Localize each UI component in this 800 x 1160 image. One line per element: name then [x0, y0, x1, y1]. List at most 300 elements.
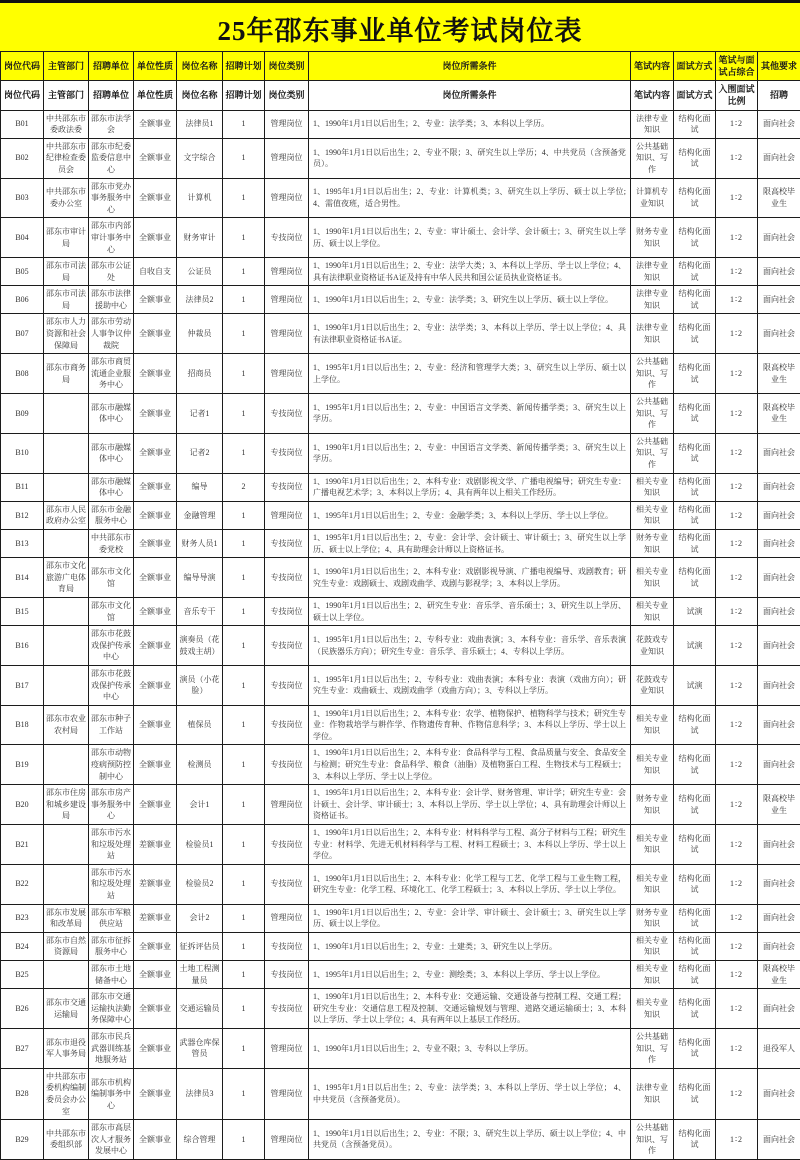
- cell-recruiting-unit: 邵东市花鼓戏保护传承中心: [89, 626, 134, 666]
- cell-position-code: B29: [1, 1120, 44, 1160]
- cell-written-test: 相关专业知识: [631, 989, 674, 1029]
- cell-other-requirements: 面向社会: [758, 138, 800, 178]
- cell-supervising-dept: 邵东市文化旅游广电体育局: [44, 558, 89, 598]
- cell-requirements: 1、1990年1月1日以后出生；2、本科专业：农学、植物保护、植物科学与技术；研究生专业：作物栽培学与耕作学、作物遗传育种、作物信息科学；3、本科以上学历、学士以上学位。: [309, 705, 631, 745]
- cell-unit-nature: 全额事业: [134, 665, 177, 705]
- cell-other-requirements: 面向社会: [758, 529, 800, 557]
- cell-recruit-plan: 1: [223, 178, 265, 218]
- cell-other-requirements: 限高校毕业生: [758, 394, 800, 434]
- cell-supervising-dept: [44, 960, 89, 988]
- cell-position-code: B02: [1, 138, 44, 178]
- cell-other-requirements: 面向社会: [758, 1120, 800, 1160]
- cell-requirements: 1、1990年1月1日以后出生；2、本科专业：戏剧影视文学、广播电视编导；研究生专业：广播电视艺术学；3、本科以上学历；4、具有两年以上相关工作经历。: [309, 473, 631, 501]
- cell-position-code: B16: [1, 626, 44, 666]
- cell-interview-method: 结构化面试: [674, 932, 716, 960]
- cell-position-code: B18: [1, 705, 44, 745]
- cell-written-test: 相关专业知识: [631, 597, 674, 625]
- table-row: [1, 904, 800, 932]
- cell-ratio: 1∶2: [716, 932, 758, 960]
- cell-recruit-plan: 1: [223, 745, 265, 785]
- cell-position-category: 专技岗位: [265, 558, 309, 598]
- cell-other-requirements: 面向社会: [758, 597, 800, 625]
- cell-recruit-plan: 1: [223, 218, 265, 258]
- cell-unit-nature: 全额事业: [134, 218, 177, 258]
- cell-written-test: 财务专业知识: [631, 904, 674, 932]
- cell-recruiting-unit: 邵东市污水和垃圾处理站: [89, 864, 134, 904]
- cell-recruiting-unit: 邵东市法律援助中心: [89, 286, 134, 314]
- cell-other-requirements: 面向社会: [758, 110, 800, 138]
- cell-recruit-plan: 1: [223, 110, 265, 138]
- cell-interview-method: 结构化面试: [674, 1120, 716, 1160]
- cell-unit-nature: 全额事业: [134, 626, 177, 666]
- cell-written-test: 相关专业知识: [631, 932, 674, 960]
- cell-unit-nature: 全额事业: [134, 597, 177, 625]
- cell-position-category: 专技岗位: [265, 597, 309, 625]
- cell-position-code: B25: [1, 960, 44, 988]
- cell-interview-method: 结构化面试: [674, 394, 716, 434]
- cell-ratio: 1∶2: [716, 354, 758, 394]
- cell-position-code: B22: [1, 864, 44, 904]
- cell-position-name: 金融管理: [177, 501, 223, 529]
- cell-recruit-plan: 1: [223, 314, 265, 354]
- cell-other-requirements: 退役军人: [758, 1028, 800, 1068]
- cell-recruiting-unit: 邵东市金融服务中心: [89, 501, 134, 529]
- table-row: [1, 394, 800, 434]
- cell-written-test: 公共基础知识、写作: [631, 138, 674, 178]
- table-row: [1, 529, 800, 557]
- cell-position-code: B11: [1, 473, 44, 501]
- cell-interview-method: 结构化面试: [674, 354, 716, 394]
- cell-position-category: 管理岗位: [265, 258, 309, 286]
- cell-recruit-plan: 1: [223, 354, 265, 394]
- cell-position-name: 综合管理: [177, 1120, 223, 1160]
- subheader-recruiting-unit: 招聘单位: [89, 81, 134, 110]
- cell-unit-nature: 全额事业: [134, 989, 177, 1029]
- cell-ratio: 1∶2: [716, 904, 758, 932]
- cell-interview-method: 试演: [674, 665, 716, 705]
- cell-recruiting-unit: 邵东市纪委监委信息中心: [89, 138, 134, 178]
- cell-interview-method: 结构化面试: [674, 286, 716, 314]
- cell-interview-method: 结构化面试: [674, 501, 716, 529]
- cell-recruit-plan: 1: [223, 626, 265, 666]
- table-row: [1, 354, 800, 394]
- cell-ratio: 1∶2: [716, 597, 758, 625]
- cell-position-category: 管理岗位: [265, 785, 309, 825]
- cell-other-requirements: 面向社会: [758, 745, 800, 785]
- cell-written-test: 公共基础知识、写作: [631, 433, 674, 473]
- cell-position-category: 管理岗位: [265, 314, 309, 354]
- cell-requirements: 1、1990年1月1日以后出生；2、专业：土建类；3、研究生以上学历。: [309, 932, 631, 960]
- header-unit-nature: 单位性质: [134, 52, 177, 81]
- cell-recruit-plan: 2: [223, 473, 265, 501]
- header-position-name: 岗位名称: [177, 52, 223, 81]
- cell-written-test: 财务专业知识: [631, 218, 674, 258]
- cell-recruit-plan: 1: [223, 825, 265, 865]
- cell-other-requirements: 面向社会: [758, 218, 800, 258]
- cell-position-code: B08: [1, 354, 44, 394]
- cell-position-category: 专技岗位: [265, 626, 309, 666]
- table-row: [1, 1028, 800, 1068]
- cell-requirements: 1、1990年1月1日以后出生；2、专业：法学类；3、本科以上学历、学士以上学位；4、具有法律职业资格证书A证。: [309, 314, 631, 354]
- cell-interview-method: 结构化面试: [674, 1068, 716, 1119]
- cell-ratio: 1∶2: [716, 785, 758, 825]
- cell-recruiting-unit: 邵东市文化馆: [89, 597, 134, 625]
- cell-supervising-dept: 中共邵东市委组织部: [44, 1120, 89, 1160]
- table-row: [1, 314, 800, 354]
- table-row: [1, 178, 800, 218]
- cell-ratio: 1∶2: [716, 745, 758, 785]
- cell-ratio: 1∶2: [716, 1120, 758, 1160]
- cell-written-test: 公共基础知识、写作: [631, 394, 674, 434]
- cell-unit-nature: 全额事业: [134, 745, 177, 785]
- position-table: [0, 51, 800, 1160]
- cell-position-category: 管理岗位: [265, 178, 309, 218]
- cell-recruiting-unit: 邵东市商贸流通企业服务中心: [89, 354, 134, 394]
- cell-supervising-dept: 邵东市司法局: [44, 286, 89, 314]
- cell-unit-nature: 全额事业: [134, 705, 177, 745]
- cell-ratio: 1∶2: [716, 825, 758, 865]
- cell-supervising-dept: 邵东市发展和改革局: [44, 904, 89, 932]
- cell-supervising-dept: [44, 864, 89, 904]
- cell-position-category: 专技岗位: [265, 665, 309, 705]
- cell-interview-method: 结构化面试: [674, 258, 716, 286]
- cell-position-category: 专技岗位: [265, 745, 309, 785]
- cell-unit-nature: 全额事业: [134, 473, 177, 501]
- cell-position-category: 专技岗位: [265, 433, 309, 473]
- cell-requirements: 1、1990年1月1日以后出生；2、研究生专业：音乐学、音乐硕士；3、研究生以上学历、硕士以上学位。: [309, 597, 631, 625]
- cell-supervising-dept: 邵东市人民政府办公室: [44, 501, 89, 529]
- cell-recruit-plan: 1: [223, 558, 265, 598]
- cell-other-requirements: 面向社会: [758, 433, 800, 473]
- cell-position-name: 土地工程测量员: [177, 960, 223, 988]
- table-row: [1, 110, 800, 138]
- cell-other-requirements: 面向社会: [758, 864, 800, 904]
- cell-supervising-dept: 中共邵东市委政法委: [44, 110, 89, 138]
- cell-position-code: B24: [1, 932, 44, 960]
- cell-recruit-plan: 1: [223, 665, 265, 705]
- table-row: [1, 501, 800, 529]
- cell-unit-nature: 全额事业: [134, 138, 177, 178]
- cell-requirements: 1、1990年1月1日以后出生；2、专业：审计硕士、会计学、会计硕士；3、研究生以上学历、硕士以上学位。: [309, 218, 631, 258]
- cell-position-code: B04: [1, 218, 44, 258]
- cell-other-requirements: 限高校毕业生: [758, 178, 800, 218]
- cell-interview-method: 试演: [674, 626, 716, 666]
- cell-recruit-plan: 1: [223, 138, 265, 178]
- table-row: [1, 705, 800, 745]
- subheader-position-category: 岗位类别: [265, 81, 309, 110]
- cell-requirements: 1、1990年1月1日以后出生；2、专业：法学类；3、本科以上学历。: [309, 110, 631, 138]
- cell-ratio: 1∶2: [716, 473, 758, 501]
- cell-requirements: 1、1995年1月1日以后出生；2、专科专业：戏曲表演；本科专业：表演（戏曲方向）；研究生专业：戏曲硕士、戏剧戏曲学（戏曲方向）；3、专科以上学历。: [309, 665, 631, 705]
- cell-other-requirements: 限高校毕业生: [758, 960, 800, 988]
- cell-interview-method: 结构化面试: [674, 1028, 716, 1068]
- cell-interview-method: 结构化面试: [674, 745, 716, 785]
- cell-other-requirements: 面向社会: [758, 932, 800, 960]
- cell-requirements: 1、1995年1月1日以后出生；2、专业：会计学、会计硕士、审计硕士；3、研究生以上学历、硕士以上学位；4、具有助理会计师以上资格证书。: [309, 529, 631, 557]
- cell-interview-method: 结构化面试: [674, 904, 716, 932]
- header-row-secondary: [1, 81, 800, 110]
- cell-interview-method: 结构化面试: [674, 989, 716, 1029]
- cell-supervising-dept: 中共邵东市委办公室: [44, 178, 89, 218]
- cell-recruit-plan: 1: [223, 705, 265, 745]
- cell-interview-method: 结构化面试: [674, 110, 716, 138]
- cell-unit-nature: 全额事业: [134, 785, 177, 825]
- cell-position-code: B21: [1, 825, 44, 865]
- cell-ratio: 1∶2: [716, 286, 758, 314]
- cell-position-category: 专技岗位: [265, 960, 309, 988]
- cell-unit-nature: 全额事业: [134, 960, 177, 988]
- cell-written-test: 相关专业知识: [631, 501, 674, 529]
- cell-position-code: B20: [1, 785, 44, 825]
- cell-position-name: 计算机: [177, 178, 223, 218]
- header-written-test: 笔试内容: [631, 52, 674, 81]
- cell-position-name: 检验员1: [177, 825, 223, 865]
- cell-position-code: B03: [1, 178, 44, 218]
- subheader-supervising-dept: 主管部门: [44, 81, 89, 110]
- cell-requirements: 1、1995年1月1日以后出生；2、专业：金融学类；3、本科以上学历、学士以上学位。: [309, 501, 631, 529]
- header-supervising-dept: 主管部门: [44, 52, 89, 81]
- cell-supervising-dept: [44, 529, 89, 557]
- cell-position-category: 专技岗位: [265, 825, 309, 865]
- header-requirements: 岗位所需条件: [309, 52, 631, 81]
- cell-position-name: 仲裁员: [177, 314, 223, 354]
- cell-interview-method: 结构化面试: [674, 529, 716, 557]
- cell-position-name: 编导: [177, 473, 223, 501]
- cell-recruiting-unit: 邵东市公证处: [89, 258, 134, 286]
- header-recruiting-unit: 招聘单位: [89, 52, 134, 81]
- subheader-unit-nature: 单位性质: [134, 81, 177, 110]
- cell-requirements: 1、1990年1月1日以后出生；2、专业：法学大类；3、本科以上学历、学士以上学位；4、具有法律职业资格证书A证及持有中华人民共和国公证员执业资格证书。: [309, 258, 631, 286]
- cell-recruiting-unit: 邵东市法学会: [89, 110, 134, 138]
- cell-recruiting-unit: 邵东市种子工作站: [89, 705, 134, 745]
- cell-unit-nature: 全额事业: [134, 1028, 177, 1068]
- cell-requirements: 1、1995年1月1日以后出生；2、专业：测绘类；3、本科以上学历、学士以上学位。: [309, 960, 631, 988]
- cell-other-requirements: 面向社会: [758, 314, 800, 354]
- cell-other-requirements: 面向社会: [758, 665, 800, 705]
- cell-ratio: 1∶2: [716, 218, 758, 258]
- cell-written-test: 财务专业知识: [631, 785, 674, 825]
- cell-ratio: 1∶2: [716, 960, 758, 988]
- cell-requirements: 1、1990年1月1日以后出生；2、本科专业：食品科学与工程、食品质量与安全、食品安全与检测；研究生专业：食品科学、粮食（油脂）及植物蛋白工程、生物技术与工程硕士；3、本科以上学历、学士以上学位。: [309, 745, 631, 785]
- cell-requirements: 1、1990年1月1日以后出生；2、本科专业：化学工程与工艺、化学工程与工业生物工程，研究生专业：化学工程、环境化工、化学工程硕士；3、本科以上学历、学士以上学位。: [309, 864, 631, 904]
- cell-position-category: 专技岗位: [265, 989, 309, 1029]
- cell-recruit-plan: 1: [223, 785, 265, 825]
- table-row: [1, 960, 800, 988]
- cell-written-test: 相关专业知识: [631, 825, 674, 865]
- cell-recruit-plan: 1: [223, 1028, 265, 1068]
- cell-position-code: B19: [1, 745, 44, 785]
- cell-other-requirements: 面向社会: [758, 473, 800, 501]
- cell-recruit-plan: 1: [223, 864, 265, 904]
- cell-requirements: 1、1990年1月1日以后出生；2、专业不限；3、研究生以上学历；4、中共党员（含预备党员）。: [309, 138, 631, 178]
- cell-position-name: 公证员: [177, 258, 223, 286]
- cell-position-name: 法律员2: [177, 286, 223, 314]
- cell-position-category: 专技岗位: [265, 394, 309, 434]
- cell-recruiting-unit: 邵东市文化馆: [89, 558, 134, 598]
- table-row: [1, 626, 800, 666]
- cell-unit-nature: 差额事业: [134, 904, 177, 932]
- cell-recruiting-unit: 邵东市融媒体中心: [89, 473, 134, 501]
- cell-unit-nature: 全额事业: [134, 314, 177, 354]
- cell-unit-nature: 全额事业: [134, 286, 177, 314]
- cell-position-category: 专技岗位: [265, 529, 309, 557]
- cell-interview-method: 结构化面试: [674, 825, 716, 865]
- cell-ratio: 1∶2: [716, 314, 758, 354]
- cell-supervising-dept: 邵东市住房和城乡建设局: [44, 785, 89, 825]
- cell-supervising-dept: [44, 473, 89, 501]
- cell-written-test: 相关专业知识: [631, 473, 674, 501]
- cell-requirements: 1、1995年1月1日以后出生；2、专业：经济和管理学大类；3、研究生以上学历、硕士以上学位。: [309, 354, 631, 394]
- cell-recruit-plan: 1: [223, 1120, 265, 1160]
- cell-ratio: 1∶2: [716, 1068, 758, 1119]
- header-other-requirements: 其他要求: [758, 52, 800, 81]
- cell-interview-method: 结构化面试: [674, 960, 716, 988]
- cell-written-test: 相关专业知识: [631, 960, 674, 988]
- cell-written-test: 相关专业知识: [631, 864, 674, 904]
- cell-unit-nature: 全额事业: [134, 433, 177, 473]
- cell-recruiting-unit: 邵东市军粮供应站: [89, 904, 134, 932]
- cell-position-code: B01: [1, 110, 44, 138]
- cell-recruit-plan: 1: [223, 960, 265, 988]
- cell-position-name: 交通运输员: [177, 989, 223, 1029]
- cell-position-name: 记者2: [177, 433, 223, 473]
- cell-written-test: 相关专业知识: [631, 705, 674, 745]
- cell-unit-nature: 全额事业: [134, 354, 177, 394]
- cell-recruit-plan: 1: [223, 433, 265, 473]
- cell-position-category: 管理岗位: [265, 1120, 309, 1160]
- cell-ratio: 1∶2: [716, 394, 758, 434]
- cell-ratio: 1∶2: [716, 258, 758, 286]
- cell-position-code: B05: [1, 258, 44, 286]
- header-ratio: 笔试与面试占综合: [716, 52, 758, 81]
- cell-recruit-plan: 1: [223, 394, 265, 434]
- subheader-position-name: 岗位名称: [177, 81, 223, 110]
- table-row: [1, 785, 800, 825]
- table-row: [1, 665, 800, 705]
- cell-recruit-plan: 1: [223, 932, 265, 960]
- header-position-category: 岗位类别: [265, 52, 309, 81]
- subheader-ratio: 入围面试比例: [716, 81, 758, 110]
- cell-position-code: B06: [1, 286, 44, 314]
- cell-other-requirements: 限高校毕业生: [758, 785, 800, 825]
- cell-written-test: 花鼓戏专业知识: [631, 626, 674, 666]
- table-header: [1, 52, 800, 111]
- cell-recruit-plan: 1: [223, 989, 265, 1029]
- subheader-requirements: 岗位所需条件: [309, 81, 631, 110]
- cell-supervising-dept: 邵东市人力资源和社会保障局: [44, 314, 89, 354]
- cell-unit-nature: 全额事业: [134, 178, 177, 218]
- cell-unit-nature: 全额事业: [134, 932, 177, 960]
- cell-position-code: B27: [1, 1028, 44, 1068]
- cell-supervising-dept: [44, 745, 89, 785]
- cell-supervising-dept: [44, 394, 89, 434]
- cell-requirements: 1、1990年1月1日以后出生；2、本科专业：戏剧影视导演、广播电视编导、戏剧教育；研究生专业：戏剧硕士、戏剧戏曲学、戏剧与影视学；3、本科以上学历。: [309, 558, 631, 598]
- cell-position-name: 财务人员1: [177, 529, 223, 557]
- cell-supervising-dept: 邵东市交通运输局: [44, 989, 89, 1029]
- header-row-primary: [1, 52, 800, 81]
- cell-written-test: 计算机专业知识: [631, 178, 674, 218]
- cell-position-code: B10: [1, 433, 44, 473]
- cell-position-category: 管理岗位: [265, 354, 309, 394]
- cell-recruiting-unit: 邵东市内部审计事务中心: [89, 218, 134, 258]
- cell-written-test: 法律专业知识: [631, 258, 674, 286]
- cell-recruiting-unit: 邵东市房产事务服务中心: [89, 785, 134, 825]
- table-row: [1, 258, 800, 286]
- cell-supervising-dept: 邵东市司法局: [44, 258, 89, 286]
- table-row: [1, 473, 800, 501]
- cell-position-category: 专技岗位: [265, 864, 309, 904]
- cell-unit-nature: 全额事业: [134, 529, 177, 557]
- cell-position-code: B07: [1, 314, 44, 354]
- header-recruit-plan: 招聘计划: [223, 52, 265, 81]
- cell-position-code: B26: [1, 989, 44, 1029]
- cell-written-test: 法律专业知识: [631, 314, 674, 354]
- cell-position-code: B15: [1, 597, 44, 625]
- cell-position-name: 会计1: [177, 785, 223, 825]
- cell-position-code: B09: [1, 394, 44, 434]
- cell-supervising-dept: [44, 626, 89, 666]
- cell-requirements: 1、1990年1月1日以后出生；2、本科专业：材料科学与工程、高分子材料与工程；研究生专业：材料学、先进无机材料科学与工程、材料工程硕士；3、本科以上学历、学士以上学位。: [309, 825, 631, 865]
- cell-other-requirements: 面向社会: [758, 989, 800, 1029]
- cell-recruit-plan: 1: [223, 501, 265, 529]
- cell-position-category: 管理岗位: [265, 501, 309, 529]
- cell-interview-method: 结构化面试: [674, 218, 716, 258]
- cell-unit-nature: 全额事业: [134, 501, 177, 529]
- cell-requirements: 1、1990年1月1日以后出生；2、专业：不限；3、研究生以上学历、硕士以上学位；4、中共党员（含预备党员）。: [309, 1120, 631, 1160]
- cell-supervising-dept: 中共邵东市委机构编制委员会办公室: [44, 1068, 89, 1119]
- cell-supervising-dept: 邵东市审计局: [44, 218, 89, 258]
- subheader-recruit-plan: 招聘计划: [223, 81, 265, 110]
- cell-other-requirements: 面向社会: [758, 558, 800, 598]
- cell-other-requirements: 面向社会: [758, 501, 800, 529]
- table-row: [1, 433, 800, 473]
- cell-position-name: 植保员: [177, 705, 223, 745]
- cell-recruit-plan: 1: [223, 904, 265, 932]
- cell-recruiting-unit: 邵东市机构编制事务中心: [89, 1068, 134, 1119]
- cell-written-test: 公共基础知识、写作: [631, 1028, 674, 1068]
- cell-supervising-dept: [44, 665, 89, 705]
- table-row: [1, 989, 800, 1029]
- cell-recruiting-unit: 邵东市党办事务服务中心: [89, 178, 134, 218]
- cell-recruiting-unit: 邵东市交通运输执法勤务保障中心: [89, 989, 134, 1029]
- cell-ratio: 1∶2: [716, 705, 758, 745]
- cell-position-name: 文字综合: [177, 138, 223, 178]
- cell-recruiting-unit: 邵东市劳动人事争议仲裁院: [89, 314, 134, 354]
- cell-supervising-dept: 中共邵东市纪律检查委员会: [44, 138, 89, 178]
- cell-recruiting-unit: 邵东市征拆服务中心: [89, 932, 134, 960]
- table-row: [1, 1120, 800, 1160]
- cell-interview-method: 试演: [674, 597, 716, 625]
- cell-position-name: 征拆评估员: [177, 932, 223, 960]
- cell-position-name: 记者1: [177, 394, 223, 434]
- cell-other-requirements: 面向社会: [758, 258, 800, 286]
- cell-unit-nature: 全额事业: [134, 1068, 177, 1119]
- table-row: [1, 932, 800, 960]
- subheader-other-requirements: 招聘: [758, 81, 800, 110]
- cell-position-name: 会计2: [177, 904, 223, 932]
- cell-ratio: 1∶2: [716, 626, 758, 666]
- cell-position-category: 专技岗位: [265, 473, 309, 501]
- table-row: [1, 745, 800, 785]
- table-row: [1, 138, 800, 178]
- table-row: [1, 286, 800, 314]
- cell-written-test: 法律专业知识: [631, 1068, 674, 1119]
- title-bar: [0, 0, 800, 51]
- cell-requirements: 1、1995年1月1日以后出生；2、本科专业：会计学、财务管理、审计学；研究生专业：会计硕士、会计学、审计硕士；3、本科以上学历、学士以上学位；4、具有助理会计师以上资格证书。: [309, 785, 631, 825]
- cell-position-code: B13: [1, 529, 44, 557]
- cell-position-category: 管理岗位: [265, 1028, 309, 1068]
- cell-position-name: 法律员1: [177, 110, 223, 138]
